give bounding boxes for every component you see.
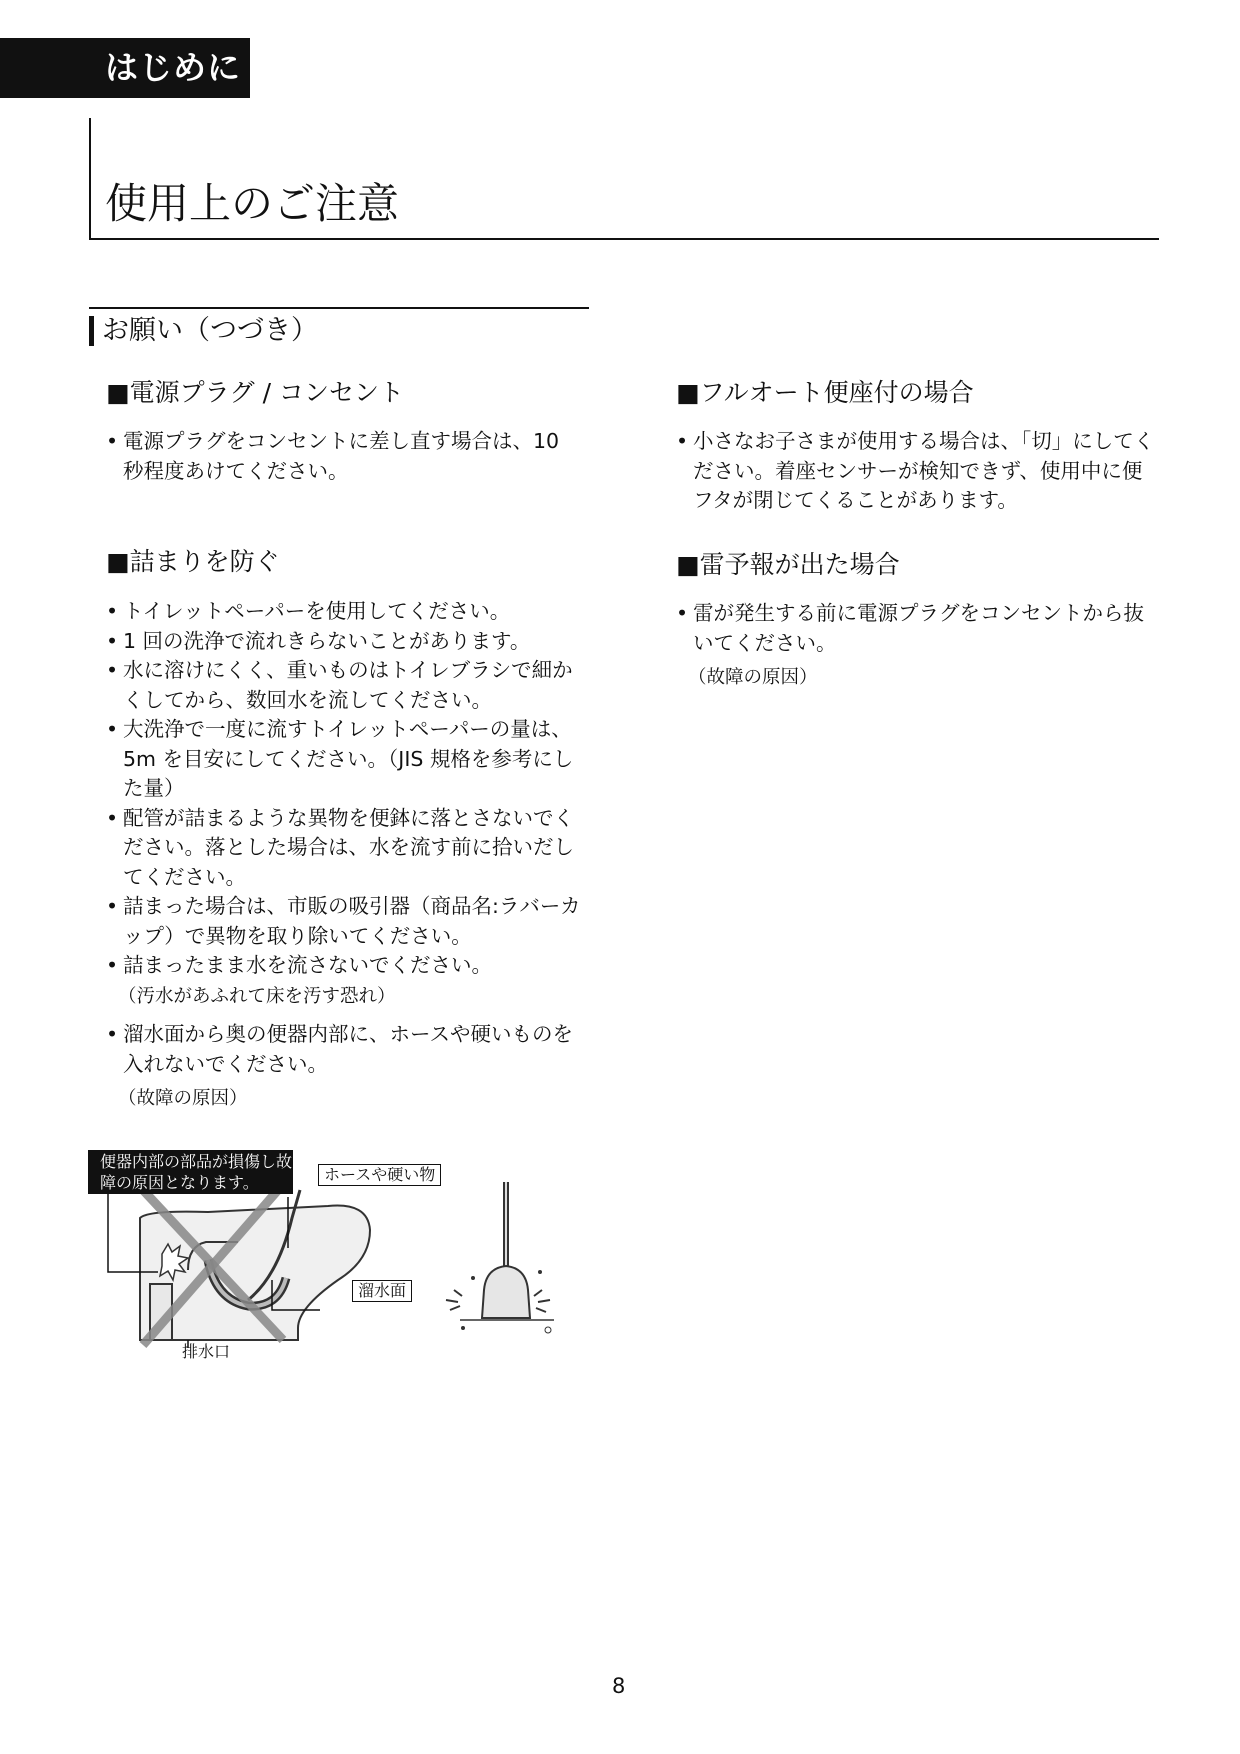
page-number: 8 xyxy=(612,1674,626,1698)
section-tab: はじめに xyxy=(0,38,250,98)
list-item: • 配管が詰まるような異物を便鉢に落とさないでください。落とした場合は、水を流す前に拾いだしてください。 xyxy=(106,804,586,893)
list-clog xyxy=(106,597,586,981)
title-rule-vertical xyxy=(89,118,91,240)
subsection-title: お願い（つづき） xyxy=(102,315,318,346)
list-item: • 電源プラグをコンセントに差し直す場合は、10 秒程度あけてください。 xyxy=(106,427,586,486)
label-hose: ホースや硬い物 xyxy=(318,1164,441,1186)
plunger-icon xyxy=(446,1182,554,1333)
label-drain: 排水口 xyxy=(182,1342,231,1361)
note-overflow: （汚水があふれて床を汚す恐れ） xyxy=(118,986,396,1007)
heading-clog: ■詰まりを防ぐ xyxy=(106,547,280,576)
list-item: • 溜水面から奥の便器内部に、ホースや硬いものを入れないでください。 xyxy=(106,1020,586,1079)
list-item: • 詰まったまま水を流さないでください。 xyxy=(106,951,586,981)
list-item: • 詰まった場合は、市販の吸引器（商品名:ラバーカップ）で異物を取り除いてください。 xyxy=(106,892,586,951)
note-failure-cause: （故障の原因） xyxy=(118,1088,248,1109)
list-clog-2 xyxy=(106,1020,586,1079)
list-thunder xyxy=(676,599,1158,658)
subsection-rule xyxy=(89,307,589,309)
heading-full-auto: ■フルオート便座付の場合 xyxy=(676,378,974,407)
list-item: • 水に溶けにくく、重いものはトイレブラシで細かくしてから、数回水を流してください。 xyxy=(106,656,586,715)
list-item: • 大洗浄で一度に流すトイレットペーパーの量は、5m を目安にしてください。（JIS 規格を参考にした量） xyxy=(106,715,586,804)
label-water-surface: 溜水面 xyxy=(352,1280,412,1302)
list-item: • 小さなお子さまが使用する場合は、「切」にしてください。着座センサーが検知できず、使用中に便フタが閉じてくることがあります。 xyxy=(676,427,1158,516)
list-item: • トイレットペーパーを使用してください。 xyxy=(106,597,586,627)
title-rule-horizontal xyxy=(89,238,1159,240)
list-item: • 雷が発生する前に電源プラグをコンセントから抜いてください。 xyxy=(676,599,1158,658)
list-item: • 1 回の洗浄で流れきらないことがあります。 xyxy=(106,627,586,657)
heading-thunder: ■雷予報が出た場合 xyxy=(676,550,900,579)
subsection-marker xyxy=(89,316,94,346)
page-title: 使用上のご注意 xyxy=(105,179,400,228)
list-power-plug xyxy=(106,427,586,486)
heading-power-plug: ■電源プラグ / コンセント xyxy=(106,378,404,407)
warning-callout: 便器内部の部品が損傷し故障の原因となります。 xyxy=(88,1150,293,1194)
note-thunder: （故障の原因） xyxy=(688,667,818,688)
list-full-auto xyxy=(676,427,1158,516)
